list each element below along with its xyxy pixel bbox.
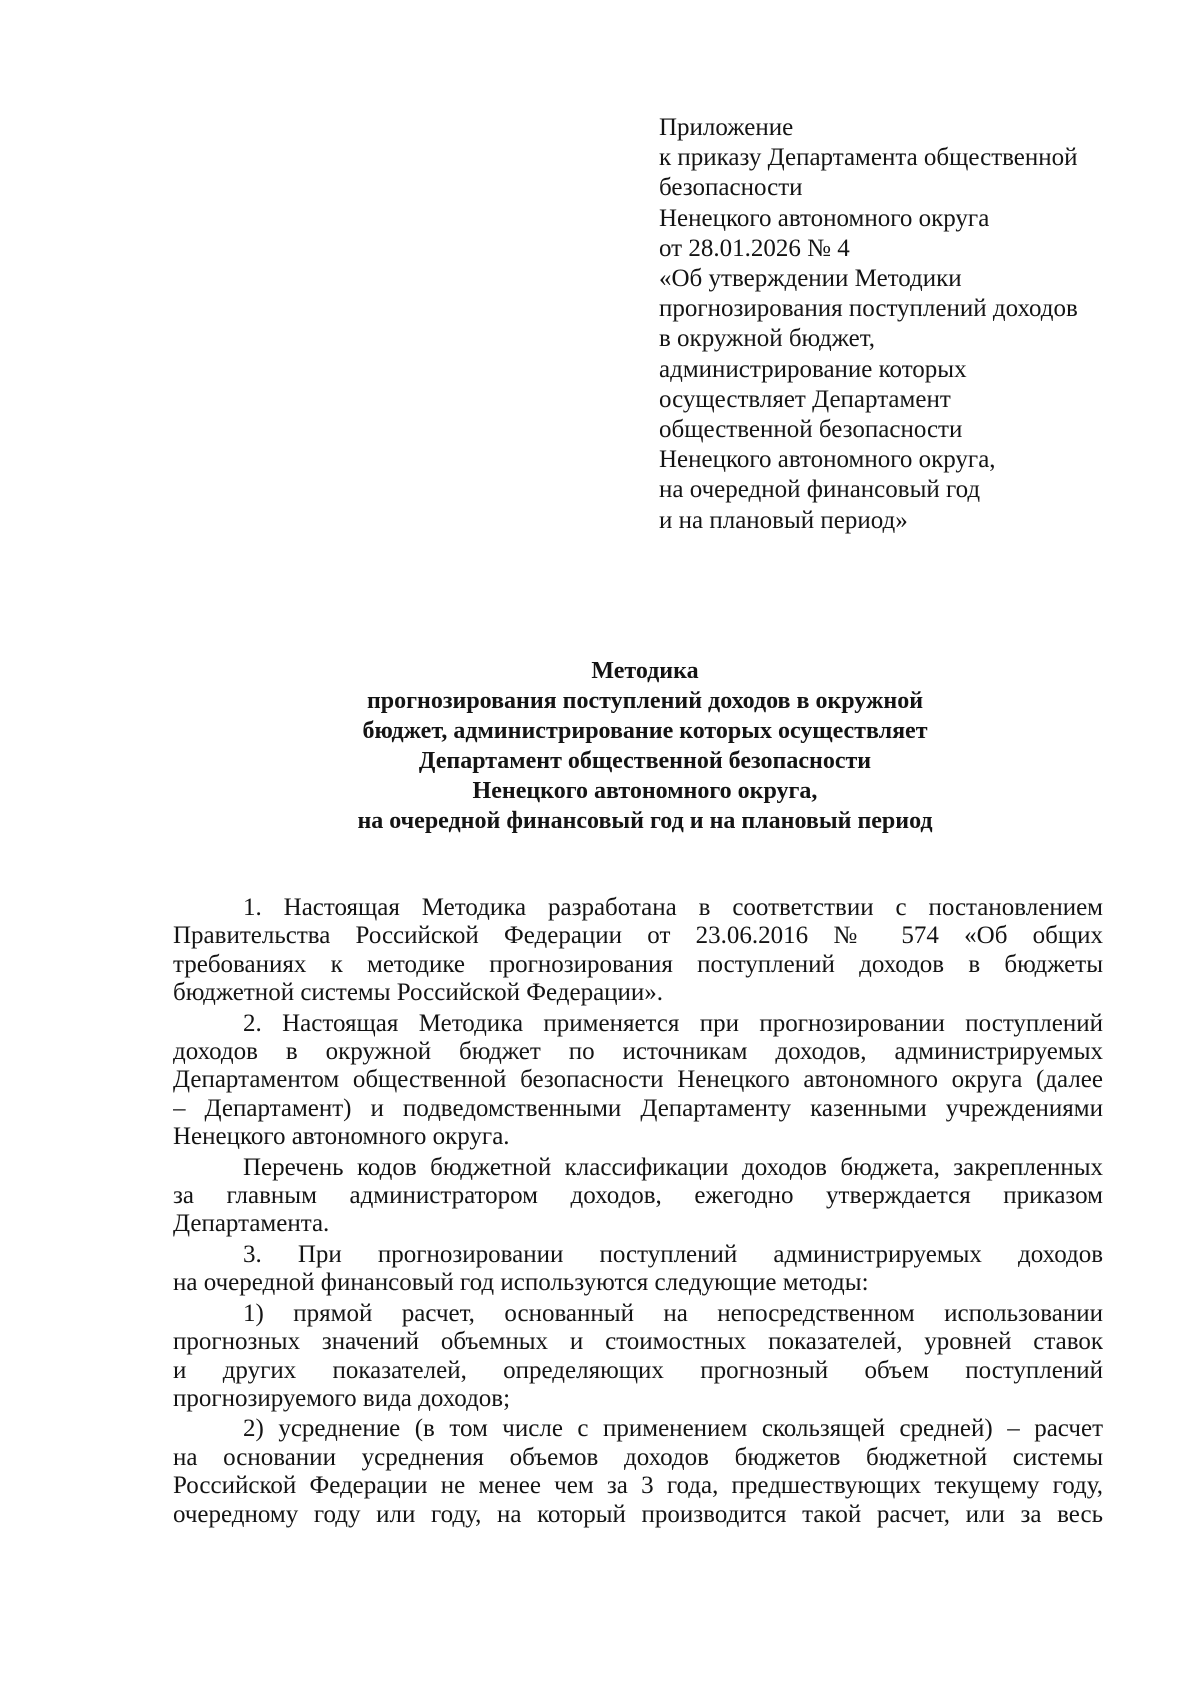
paragraph-3-item-1: [173, 1300, 1103, 1414]
appendix-line: Ненецкого автономного округа,: [659, 446, 996, 474]
paragraph-2-list: [173, 1154, 1103, 1239]
body-line: требованиях к методике прогнозирования поступлений доходов в бюджеты: [173, 950, 1103, 978]
body-line: на основании усреднения объемов доходов бюджетов бюджетной системы: [173, 1443, 1103, 1471]
title-line: Методика: [591, 658, 699, 684]
appendix-header: [659, 113, 1129, 536]
appendix-line: Ненецкого автономного округа: [659, 204, 990, 232]
body-line: доходов в окружной бюджет по источникам доходов, администрируемых: [173, 1038, 1103, 1066]
body-line: и других показателей, определяющих прогнозный объем поступлений: [173, 1356, 1103, 1384]
body-line: прогнозных значений объемных и стоимостных показателей, уровней ставок: [173, 1328, 1103, 1356]
appendix-line: от 28.01.2026 № 4: [659, 234, 850, 262]
appendix-line: «Об утверждении Методики: [659, 265, 962, 293]
body-line: Департамента.: [173, 1210, 330, 1238]
document-body: [173, 894, 1103, 1531]
body-line: Департаментом общественной безопасности Ненецкого автономного округа (далее: [173, 1066, 1103, 1094]
paragraph-2: [173, 1010, 1103, 1152]
body-line: за главным администратором доходов, ежегодно утверждается приказом: [173, 1182, 1103, 1210]
body-line: Правительства Российской Федерации от 23.06.2016 № 574 «Об общих: [173, 922, 1103, 950]
body-line: на очередной финансовый год используются следующие методы:: [173, 1269, 869, 1297]
appendix-line: в окружной бюджет,: [659, 325, 876, 353]
body-line: 1) прямой расчет, основанный на непосредственном использовании: [243, 1299, 1103, 1327]
title-line: на очередной финансовый год и на плановый период: [357, 808, 933, 834]
appendix-line: прогнозирования поступлений доходов: [659, 295, 1078, 323]
appendix-line: общественной безопасности: [659, 416, 963, 444]
body-line: прогнозируемого вида доходов;: [173, 1384, 511, 1412]
body-line: Перечень кодов бюджетной классификации доходов бюджета, закрепленных: [243, 1153, 1103, 1181]
body-line: очередному году или году, на который производится такой расчет, или за весь: [173, 1500, 1103, 1528]
appendix-line: и на плановый период»: [659, 506, 908, 534]
paragraph-3-item-2: [173, 1415, 1103, 1529]
body-line: 2) усреднение (в том числе с применением скользящей средней) – расчет: [243, 1415, 1103, 1443]
appendix-line: осуществляет Департамент: [659, 385, 951, 413]
appendix-line: к приказу Департамента общественной: [659, 144, 1078, 172]
title-line: бюджет, администрирование которых осуществляет: [362, 718, 928, 744]
body-line: – Департамент) и подведомственными Департаменту казенными учреждениями: [173, 1094, 1103, 1122]
title-line: прогнозирования поступлений доходов в окружной: [366, 688, 924, 714]
appendix-line: Приложение: [659, 114, 794, 141]
paragraph-1: [173, 894, 1103, 1008]
appendix-line: безопасности: [659, 174, 803, 202]
body-line: 3. При прогнозировании поступлений администрируемых доходов: [243, 1240, 1103, 1268]
body-line: Российской Федерации не менее чем за 3 года, предшествующих текущему году,: [173, 1472, 1103, 1500]
body-line: бюджетной системы Российской Федерации».: [173, 979, 664, 1007]
body-line: Ненецкого автономного округа.: [173, 1123, 510, 1151]
body-line: 2. Настоящая Методика применяется при прогнозировании поступлений: [243, 1009, 1103, 1037]
paragraph-3: [173, 1241, 1103, 1298]
body-line: 1. Настоящая Методика разработана в соответствии с постановлением: [243, 894, 1103, 921]
title-line: Ненецкого автономного округа,: [472, 778, 818, 804]
title-line: Департамент общественной безопасности: [418, 748, 872, 774]
appendix-line: администрирование которых: [659, 355, 967, 383]
document-title: [200, 656, 1090, 836]
appendix-line: на очередной финансовый год: [659, 476, 981, 504]
